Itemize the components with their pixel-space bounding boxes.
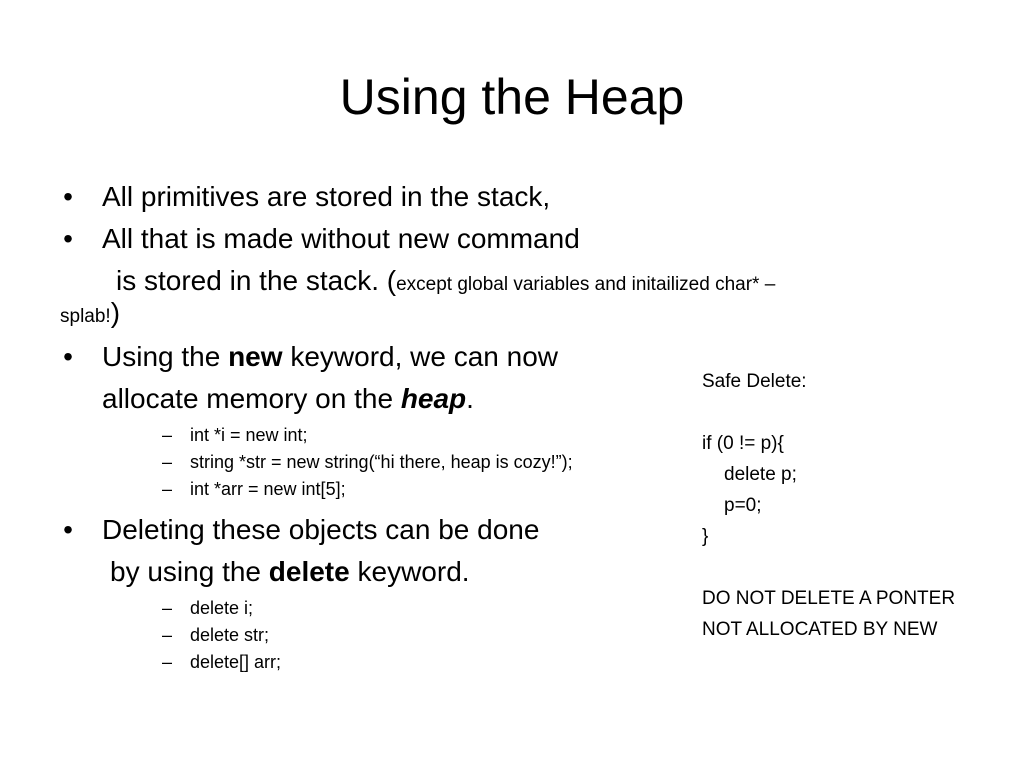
sub-text: delete str; bbox=[190, 625, 270, 645]
dash-icon: – bbox=[162, 652, 173, 672]
bullet-text: All primitives are stored in the stack, bbox=[102, 181, 551, 212]
bullet-text: keyword, we can now bbox=[282, 341, 559, 372]
dash-icon: – bbox=[162, 452, 173, 472]
aside-text: except global variables and initailized char* – bbox=[396, 274, 776, 295]
bullet-text: . bbox=[466, 383, 474, 414]
safe-delete-heading: Safe Delete: bbox=[702, 371, 807, 392]
sub-text: delete[] arr; bbox=[190, 652, 282, 672]
bullet-text: Using the bbox=[102, 341, 229, 372]
blank-line bbox=[702, 397, 1002, 428]
dash-icon: – bbox=[162, 598, 173, 618]
dash-icon: – bbox=[162, 479, 173, 499]
code-line: if (0 != p){ bbox=[702, 433, 784, 454]
slide-title: Using the Heap bbox=[339, 69, 685, 125]
bullet-icon: • bbox=[63, 223, 73, 254]
code-line: delete p; bbox=[724, 464, 797, 485]
bullet-text: All that is made without new command bbox=[102, 223, 580, 254]
safe-delete-box bbox=[702, 366, 1002, 645]
close-paren: ) bbox=[110, 297, 121, 328]
dash-icon: – bbox=[162, 625, 173, 645]
bullet-item bbox=[58, 218, 918, 260]
warning-text: NOT ALLOCATED BY NEW bbox=[702, 619, 938, 640]
sub-item bbox=[58, 649, 918, 676]
keyword-heap: heap bbox=[400, 383, 467, 414]
bullet-text: Deleting these objects can be done bbox=[102, 514, 540, 545]
sub-text: delete i; bbox=[190, 598, 254, 618]
bullet-text: by using the bbox=[110, 556, 269, 587]
code-line: p=0; bbox=[724, 495, 762, 516]
aside-text: splab! bbox=[60, 306, 111, 327]
bullet-item bbox=[58, 176, 918, 218]
bullet-text: keyword. bbox=[349, 556, 470, 587]
warning-text: DO NOT DELETE A PONTER bbox=[702, 588, 956, 609]
sub-text: int *arr = new int[5]; bbox=[190, 479, 346, 499]
bullet-icon: • bbox=[63, 514, 73, 545]
sub-text: string *str = new string(“hi there, heap is cozy!”); bbox=[190, 452, 573, 472]
dash-icon: – bbox=[162, 425, 173, 445]
sub-text: int *i = new int; bbox=[190, 425, 308, 445]
bullet-text: is stored in the stack. ( bbox=[116, 265, 397, 296]
keyword-new: new bbox=[228, 341, 283, 372]
code-line: } bbox=[702, 526, 709, 547]
blank-line bbox=[702, 552, 1002, 583]
bullet-icon: • bbox=[63, 341, 73, 372]
bullet-text: allocate memory on the bbox=[102, 383, 401, 414]
keyword-delete: delete bbox=[268, 556, 350, 587]
bullet-icon: • bbox=[63, 181, 73, 212]
